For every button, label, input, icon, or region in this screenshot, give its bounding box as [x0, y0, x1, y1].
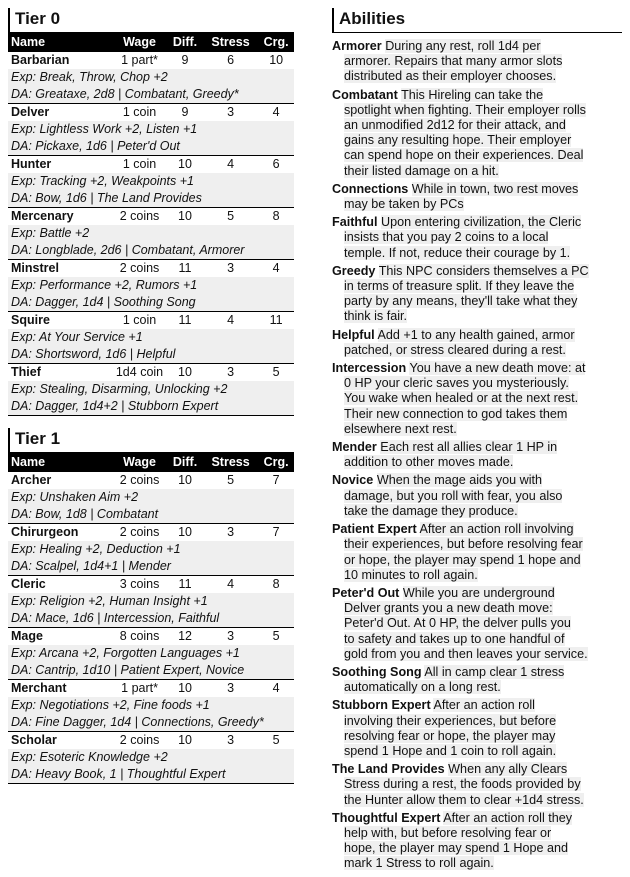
ability-line [332, 422, 622, 437]
ability-line [332, 793, 622, 808]
ability-entry [332, 361, 622, 437]
hireling-experience: Exp: Performance +2, Rumors +1 [8, 277, 294, 294]
ability-entry [332, 473, 622, 519]
hireling-stress: 3 [203, 628, 258, 646]
hireling-attack-row [8, 662, 294, 680]
ability-line [332, 744, 622, 759]
ability-text: Stress during a rest, the foods provided by [344, 777, 581, 792]
ability-text: While you are underground [402, 585, 555, 600]
hireling-name: Mercenary [8, 208, 112, 226]
hireling-experience-row [8, 69, 294, 86]
hireling-attack-row [8, 294, 294, 312]
ability-text: think is fair. [344, 309, 407, 324]
ability-text: After an action roll [433, 698, 535, 713]
hireling-name: Chirurgeon [8, 524, 112, 542]
tier0-table [8, 33, 294, 416]
hireling-experience: Exp: Negotiations +2, Fine foods +1 [8, 697, 294, 714]
hireling-difficulty: 10 [167, 732, 203, 750]
ability-text: During any rest, roll 1d4 per [385, 39, 541, 53]
ability-text: temple. If not, reduce their courage by 1. [344, 245, 571, 260]
ability-line [332, 856, 622, 871]
hireling-experience-row [8, 749, 294, 766]
col-stress-header: Stress [203, 453, 258, 472]
hireling-name: Delver [8, 104, 112, 122]
hireling-difficulty: 9 [167, 104, 203, 122]
hireling-experience: Exp: Healing +2, Deduction +1 [8, 541, 294, 558]
hireling-experience: Exp: Battle +2 [8, 225, 294, 242]
ability-line [332, 777, 622, 792]
hireling-stress: 5 [203, 208, 258, 226]
ability-line [332, 826, 622, 841]
tier0-rows [8, 52, 294, 416]
hireling-courage: 7 [258, 524, 294, 542]
ability-text: Upon entering civilization, the Cleric [380, 215, 582, 230]
col-crg-header: Crg. [258, 453, 294, 472]
abilities-heading: Abilities [332, 8, 622, 33]
hireling-attack-row [8, 398, 294, 416]
ability-line [332, 133, 622, 148]
hireling-row [8, 104, 294, 122]
hireling-difficulty: 10 [167, 524, 203, 542]
hireling-row [8, 208, 294, 226]
hireling-wage: 1d4 coin [112, 364, 167, 382]
ability-term: The Land Provides [332, 762, 445, 777]
ability-line [332, 118, 622, 133]
hireling-row [8, 156, 294, 174]
ability-term: Patient Expert [332, 522, 417, 537]
ability-text: When the mage aids you with [376, 473, 543, 488]
hireling-experience-row [8, 121, 294, 138]
ability-text: addition to other moves made. [344, 455, 514, 470]
ability-text: All in camp clear 1 stress [424, 664, 565, 679]
hireling-courage: 4 [258, 680, 294, 698]
ability-text: can spend hope on their experiences. Deal [344, 148, 584, 163]
hireling-attack-row [8, 190, 294, 208]
hireling-row [8, 732, 294, 750]
ability-line [332, 407, 622, 422]
ability-line [332, 54, 622, 69]
tier1-rows [8, 472, 294, 784]
col-stress-header: Stress [203, 33, 258, 52]
ability-term: Soothing Song [332, 664, 422, 679]
ability-text: Delver grants you a new death move: [344, 601, 553, 616]
ability-text: Peter'd Out. At 0 HP, the delver pulls you [344, 616, 571, 631]
ability-term: Thoughtful Expert [332, 810, 441, 825]
hireling-experience-row [8, 329, 294, 346]
ability-text: spotlight when fighting. Their employer rolls [344, 102, 586, 117]
ability-line [332, 586, 622, 601]
hireling-experience-row [8, 541, 294, 558]
hireling-courage: 4 [258, 104, 294, 122]
hireling-stress: 6 [203, 52, 258, 70]
hireling-stress: 3 [203, 104, 258, 122]
hireling-attack-row [8, 138, 294, 156]
ability-text: spend 1 Hope and 1 coin to roll again. [344, 743, 557, 758]
ability-text: in terms of treasure split. If they leave the [344, 279, 575, 294]
ability-text: This Hireling can take the [401, 87, 544, 102]
ability-line [332, 504, 622, 519]
col-diff-header: Diff. [167, 33, 203, 52]
hireling-experience-row [8, 697, 294, 714]
hireling-name: Merchant [8, 680, 112, 698]
hireling-attack: DA: Bow, 1d6 | The Land Provides [8, 190, 294, 208]
hireling-stress: 3 [203, 260, 258, 278]
hireling-attack: DA: Scalpel, 1d4+1 | Mender [8, 558, 294, 576]
hireling-name: Minstrel [8, 260, 112, 278]
ability-entry [332, 182, 622, 212]
ability-line [332, 309, 622, 324]
ability-text: their listed damage on a hit. [344, 163, 499, 178]
ability-entry [332, 811, 622, 872]
hireling-wage: 8 coins [112, 628, 167, 646]
ability-line [332, 197, 622, 212]
hireling-row [8, 312, 294, 330]
ability-line [332, 294, 622, 309]
ability-text: may be taken by PCs [344, 197, 464, 212]
ability-text: Their new connection to god takes them [344, 406, 568, 421]
ability-line [332, 279, 622, 294]
ability-text: After an action roll they [443, 810, 573, 825]
ability-line [332, 148, 622, 163]
ability-text: elsewhere next rest. [344, 421, 457, 436]
ability-line [332, 164, 622, 179]
hireling-name: Mage [8, 628, 112, 646]
hireling-courage: 8 [258, 208, 294, 226]
hireling-experience-row [8, 173, 294, 190]
ability-line [332, 328, 622, 343]
ability-text: Each rest all allies clear 1 HP in [380, 440, 558, 455]
ability-entry [332, 665, 622, 695]
hireling-attack-row [8, 558, 294, 576]
hireling-difficulty: 10 [167, 156, 203, 174]
hireling-row [8, 680, 294, 698]
hireling-attack-row [8, 506, 294, 524]
hireling-courage: 4 [258, 260, 294, 278]
hireling-row [8, 364, 294, 382]
ability-line [332, 601, 622, 616]
hireling-difficulty: 10 [167, 472, 203, 490]
hireling-courage: 10 [258, 52, 294, 70]
ability-text: You wake when healed or at the next rest. [344, 391, 579, 406]
hireling-difficulty: 11 [167, 576, 203, 594]
hireling-experience: Exp: Religion +2, Human Insight +1 [8, 593, 294, 610]
ability-entry [332, 440, 622, 470]
hireling-wage: 1 part* [112, 52, 167, 70]
hireling-wage: 3 coins [112, 576, 167, 594]
hireling-courage: 11 [258, 312, 294, 330]
hireling-experience: Exp: Lightless Work +2, Listen +1 [8, 121, 294, 138]
hireling-name: Barbarian [8, 52, 112, 70]
hireling-attack: DA: Mace, 1d6 | Intercession, Faithful [8, 610, 294, 628]
ability-text: take the damage they produce. [344, 503, 518, 518]
col-name-header: Name [8, 33, 112, 52]
ability-text: armorer. Repairs that many armor slots [344, 54, 563, 69]
ability-entry [332, 39, 622, 85]
ability-line [332, 762, 622, 777]
ability-text: gold from you and then leaves your service. [344, 646, 588, 661]
hireling-experience-row [8, 593, 294, 610]
hireling-wage: 2 coins [112, 732, 167, 750]
hireling-attack: DA: Pickaxe, 1d6 | Peter'd Out [8, 138, 294, 156]
hireling-attack: DA: Greataxe, 2d8 | Combatant, Greedy* [8, 86, 294, 104]
ability-term: Stubborn Expert [332, 698, 431, 713]
ability-term: Novice [332, 473, 374, 488]
ability-text: involving their experiences, but before [344, 713, 557, 728]
ability-term: Armorer [332, 39, 382, 53]
hireling-name: Scholar [8, 732, 112, 750]
hireling-experience: Exp: Unshaken Aim +2 [8, 489, 294, 506]
hireling-wage: 1 coin [112, 156, 167, 174]
hireling-courage: 6 [258, 156, 294, 174]
ability-line [332, 455, 622, 470]
ability-line [332, 440, 622, 455]
ability-text: Add +1 to any health gained, armor [377, 327, 575, 342]
hireling-experience: Exp: Tracking +2, Weakpoints +1 [8, 173, 294, 190]
hireling-name: Archer [8, 472, 112, 490]
ability-line [332, 680, 622, 695]
ability-line [332, 522, 622, 537]
ability-term: Greedy [332, 263, 376, 278]
ability-line [332, 841, 622, 856]
hireling-stress: 4 [203, 576, 258, 594]
ability-entry [332, 215, 622, 261]
ability-term: Connections [332, 181, 409, 196]
ability-text: gains any resulting hope. Their employer [344, 133, 572, 148]
ability-text: This NPC considers themselves a PC [378, 263, 589, 278]
hireling-difficulty: 12 [167, 628, 203, 646]
hireling-difficulty: 11 [167, 260, 203, 278]
hireling-stress: 3 [203, 524, 258, 542]
ability-line [332, 568, 622, 583]
hireling-experience: Exp: Esoteric Knowledge +2 [8, 749, 294, 766]
tier0-heading: Tier 0 [8, 8, 294, 33]
ability-line [332, 230, 622, 245]
hireling-row [8, 628, 294, 646]
hireling-attack: DA: Cantrip, 1d10 | Patient Expert, Novice [8, 662, 294, 680]
hireling-attack-row [8, 346, 294, 364]
ability-text: an unmodified 2d12 for their attack, and [344, 118, 566, 133]
hireling-name: Hunter [8, 156, 112, 174]
ability-line [332, 39, 622, 54]
ability-entry [332, 586, 622, 662]
ability-text: After an action roll involving [419, 522, 574, 537]
hireling-stress: 5 [203, 472, 258, 490]
ability-entry [332, 698, 622, 759]
hireling-difficulty: 10 [167, 680, 203, 698]
hireling-row [8, 472, 294, 490]
ability-line [332, 391, 622, 406]
hireling-experience: Exp: At Your Service +1 [8, 329, 294, 346]
ability-text: patched, or stress cleared during a rest. [344, 342, 566, 357]
ability-line [332, 69, 622, 84]
ability-term: Peter'd Out [332, 585, 400, 600]
ability-line [332, 647, 622, 662]
ability-text: resolving fear or hope, the player may [344, 728, 556, 743]
hireling-attack: DA: Fine Dagger, 1d4 | Connections, Greedy* [8, 714, 294, 732]
hireling-experience-row [8, 489, 294, 506]
hireling-wage: 1 coin [112, 104, 167, 122]
hireling-attack-row [8, 86, 294, 104]
ability-text: or hope, the player may spend 1 hope and [344, 552, 581, 567]
ability-text: insists that you pay 2 coins to a local [344, 230, 549, 245]
hireling-wage: 2 coins [112, 472, 167, 490]
hireling-attack: DA: Longblade, 2d6 | Combatant, Armorer [8, 242, 294, 260]
hireling-row [8, 260, 294, 278]
hireling-difficulty: 11 [167, 312, 203, 330]
ability-line [332, 811, 622, 826]
hireling-name: Thief [8, 364, 112, 382]
hireling-stress: 3 [203, 364, 258, 382]
hireling-experience: Exp: Break, Throw, Chop +2 [8, 69, 294, 86]
hireling-attack: DA: Heavy Book, 1 | Thoughtful Expert [8, 766, 294, 784]
ability-term: Combatant [332, 87, 398, 102]
col-wage-header: Wage [112, 453, 167, 472]
hireling-stress: 3 [203, 680, 258, 698]
ability-line [332, 88, 622, 103]
hireling-experience-row [8, 277, 294, 294]
col-diff-header: Diff. [167, 453, 203, 472]
ability-text: When any ally Clears [448, 762, 568, 777]
tier1-table [8, 453, 294, 784]
ability-line [332, 103, 622, 118]
hireling-wage: 1 part* [112, 680, 167, 698]
ability-term: Intercession [332, 361, 407, 376]
ability-text: mark 1 Stress to roll again. [344, 856, 494, 871]
hireling-row [8, 52, 294, 70]
hireling-experience-row [8, 381, 294, 398]
ability-term: Faithful [332, 215, 378, 230]
abilities-list [332, 39, 622, 872]
col-name-header: Name [8, 453, 112, 472]
ability-entry [332, 762, 622, 808]
ability-term: Mender [332, 440, 377, 455]
ability-line [332, 729, 622, 744]
ability-line [332, 665, 622, 680]
hireling-wage: 2 coins [112, 524, 167, 542]
hireling-stress: 4 [203, 312, 258, 330]
hireling-experience: Exp: Stealing, Disarming, Unlocking +2 [8, 381, 294, 398]
ability-line [332, 698, 622, 713]
ability-entry [332, 88, 622, 179]
ability-text: 10 minutes to roll again. [344, 567, 478, 582]
hireling-name: Squire [8, 312, 112, 330]
col-wage-header: Wage [112, 33, 167, 52]
hireling-attack-row [8, 242, 294, 260]
hireling-stress: 4 [203, 156, 258, 174]
hireling-difficulty: 9 [167, 52, 203, 70]
abilities-section [332, 8, 622, 875]
hireling-attack: DA: Dagger, 1d4+2 | Stubborn Expert [8, 398, 294, 416]
hireling-attack-row [8, 610, 294, 628]
ability-entry [332, 328, 622, 358]
ability-line [332, 537, 622, 552]
ability-line [332, 632, 622, 647]
hireling-name: Cleric [8, 576, 112, 594]
ability-text: You have a new death move: at [409, 361, 586, 376]
hireling-wage: 2 coins [112, 208, 167, 226]
hireling-wage: 1 coin [112, 312, 167, 330]
ability-text: hope, the player may spend 1 Hope and [344, 841, 569, 856]
ability-text: to safety and takes up to one handful of [344, 631, 565, 646]
hireling-stress: 3 [203, 732, 258, 750]
hireling-difficulty: 10 [167, 208, 203, 226]
hireling-courage: 5 [258, 364, 294, 382]
ability-entry [332, 522, 622, 583]
ability-line [332, 264, 622, 279]
ability-line [332, 616, 622, 631]
ability-term: Helpful [332, 327, 375, 342]
ability-line [332, 343, 622, 358]
ability-line [332, 215, 622, 230]
hireling-attack: DA: Dagger, 1d4 | Soothing Song [8, 294, 294, 312]
ability-line [332, 376, 622, 391]
ability-text: the Hunter allow them to clear +1d4 stress. [344, 792, 584, 807]
col-crg-header: Crg. [258, 33, 294, 52]
ability-line [332, 714, 622, 729]
ability-text: damage, but you roll with fear, you also [344, 488, 563, 503]
ability-text: automatically on a long rest. [344, 680, 501, 695]
tier1-heading: Tier 1 [8, 428, 294, 453]
ability-text: 0 HP your cleric saves you mysteriously. [344, 376, 569, 391]
hireling-wage: 2 coins [112, 260, 167, 278]
hireling-row [8, 576, 294, 594]
hireling-attack: DA: Shortsword, 1d6 | Helpful [8, 346, 294, 364]
ability-line [332, 473, 622, 488]
hireling-courage: 7 [258, 472, 294, 490]
ability-text: help with, but before resolving fear or [344, 825, 552, 840]
hireling-courage: 5 [258, 732, 294, 750]
ability-line [332, 246, 622, 261]
hireling-experience-row [8, 225, 294, 242]
hireling-courage: 8 [258, 576, 294, 594]
ability-text: their experiences, but before resolving fear [344, 537, 583, 552]
hireling-attack: DA: Bow, 1d8 | Combatant [8, 506, 294, 524]
hireling-difficulty: 10 [167, 364, 203, 382]
ability-text: party by any means, they'll take what they [344, 294, 578, 309]
hireling-attack-row [8, 766, 294, 784]
ability-line [332, 361, 622, 376]
hireling-courage: 5 [258, 628, 294, 646]
ability-text: distributed as their employer chooses. [344, 69, 557, 84]
ability-text: While in town, two rest moves [411, 181, 579, 196]
hirelings-tables [8, 8, 294, 784]
hireling-experience-row [8, 645, 294, 662]
hireling-experience: Exp: Arcana +2, Forgotten Languages +1 [8, 645, 294, 662]
ability-line [332, 182, 622, 197]
ability-entry [332, 264, 622, 325]
ability-line [332, 553, 622, 568]
hireling-row [8, 524, 294, 542]
ability-line [332, 489, 622, 504]
hireling-attack-row [8, 714, 294, 732]
